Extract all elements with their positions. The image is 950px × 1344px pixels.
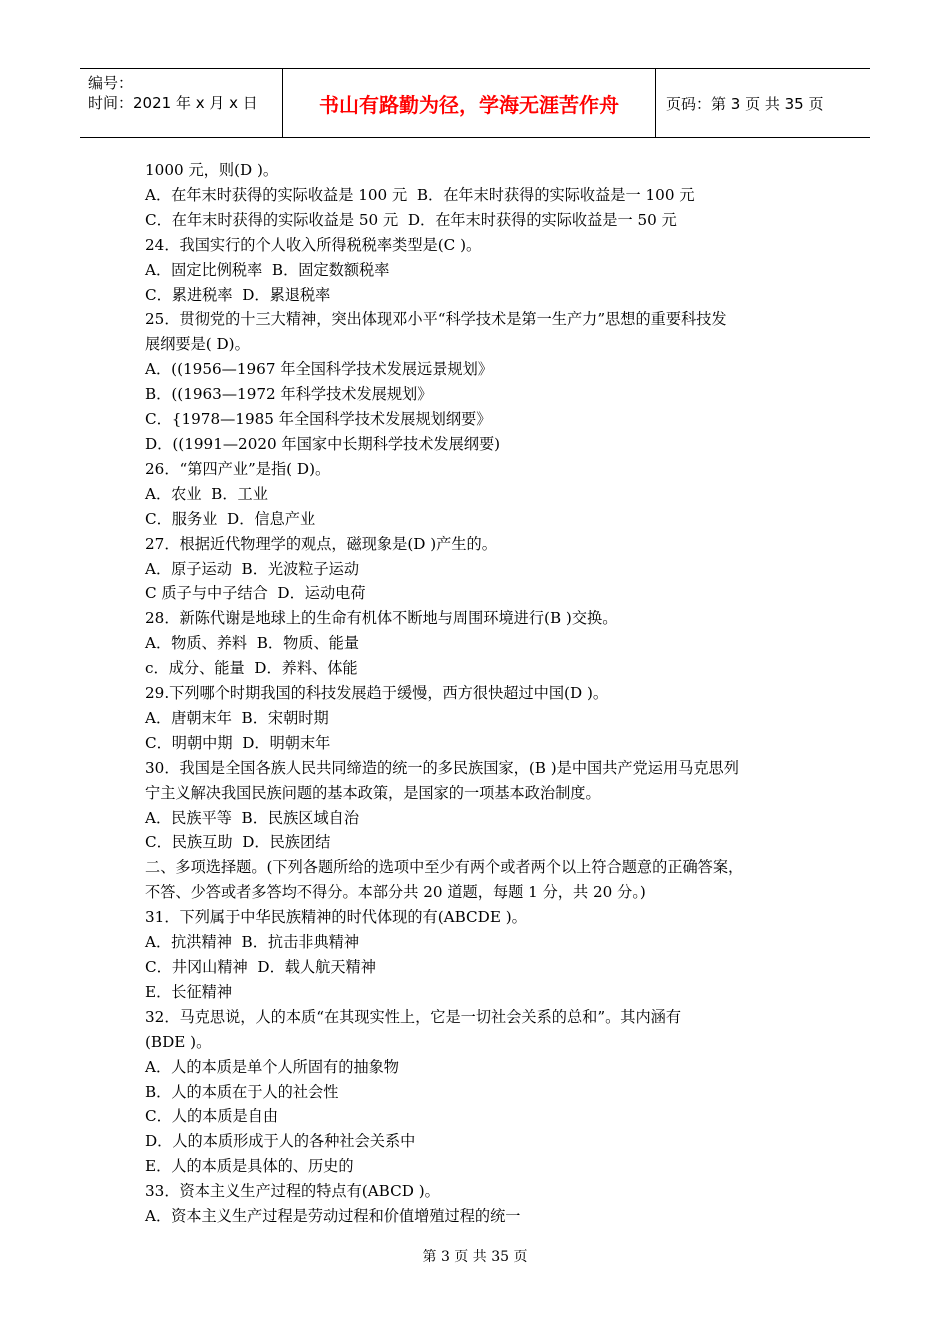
header-meta <box>80 69 282 137</box>
header-motto-cell <box>282 69 656 137</box>
text-line: A．在年末时获得的实际收益是 100 元 B．在年末时获得的实际收益是一 100 元 <box>145 185 695 204</box>
text-line: A．人的本质是单个人所固有的抽象物 <box>145 1057 399 1076</box>
text-line: 1000 元，则(D )。 <box>145 161 279 179</box>
page-header <box>80 68 870 138</box>
header-motto: 书山有路勤为径，学海无涯苦作舟 <box>319 92 619 117</box>
text-line: c．成分、能量 D．养料、体能 <box>145 659 358 678</box>
text-line: A．资本主义生产过程是劳动过程和价值增殖过程的统一 <box>145 1207 521 1226</box>
text-line: C．民族互助 D．民族团结 <box>145 833 331 852</box>
text-line: A．农业 B．工业 <box>145 484 268 503</box>
text-line: C．明朝中期 D．明朝末年 <box>145 733 331 752</box>
text-line: A．原子运动 B．光波粒子运动 <box>145 559 360 578</box>
text-line: 不答、少答或者多答均不得分。本部分共 20 道题，每题 1 分，共 20 分。) <box>145 883 646 902</box>
text-line: 28．新陈代谢是地球上的生命有机体不断地与周围环境进行(B )交换。 <box>145 609 618 628</box>
text-line: 24．我国实行的个人收入所得税税率类型是(C )。 <box>145 235 482 254</box>
text-line: C．累进税率 D．累退税率 <box>145 285 331 304</box>
text-line: 26．“第四产业”是指( D)。 <box>145 459 331 478</box>
text-line: C．井冈山精神 D．载人航天精神 <box>145 958 376 976</box>
text-line: C．人的本质是自由 <box>145 1107 279 1126</box>
text-line: C 质子与中子结合 D．运动电荷 <box>145 584 366 603</box>
text-line: 29.下列哪个时期我国的科技发展趋于缓慢，西方很快超过中国(D )。 <box>145 684 609 703</box>
text-line: 33．资本主义生产过程的特点有(ABCD )。 <box>145 1182 440 1201</box>
text-line: A．固定比例税率 B．固定数额税率 <box>145 260 390 279</box>
text-line: A．((1956—1967 年全国科学技术发展远景规划》 <box>145 360 493 379</box>
text-line: 展纲要是( D)。 <box>145 335 250 354</box>
text-line: D．((1991—2020 年国家中长期科学技术发展纲要) <box>145 434 501 453</box>
text-line: (BDE )。 <box>145 1032 212 1051</box>
header-page-cell <box>656 69 870 137</box>
text-line: C．服务业 D．信息产业 <box>145 509 316 528</box>
text-line: B．人的本质在于人的社会性 <box>145 1082 339 1101</box>
document-date-label: 时间：2021 年 x 月 x 日 <box>88 94 258 112</box>
text-line: D．人的本质形成于人的各种社会关系中 <box>145 1132 416 1151</box>
text-line: 宁主义解决我国民族问题的基本政策，是国家的一项基本政治制度。 <box>145 783 601 802</box>
text-line: B．((1963—1972 年科学技术发展规划》 <box>145 385 433 404</box>
text-line: 30．我国是全国各族人民共同缔造的统一的多民族国家，(B )是中国共产党运用马克思列 <box>145 758 739 777</box>
text-line: E．人的本质是具体的、历史的 <box>145 1157 354 1176</box>
text-line: 32．马克思说，人的本质“在其现实性上，它是一切社会关系的总和”。其内涵有 <box>145 1007 682 1026</box>
text-line: A．抗洪精神 B．抗击非典精神 <box>145 933 360 952</box>
text-line: C．在年末时获得的实际收益是 50 元 D．在年末时获得的实际收益是一 50 元 <box>145 210 677 229</box>
page-footer: 第 3 页 共 35 页 <box>422 1249 528 1265</box>
text-line: A．物质、养料 B．物质、能量 <box>145 634 360 653</box>
text-line: 25．贯彻党的十三大精神，突出体现邓小平“科学技术是第一生产力”思想的重要科技发 <box>145 310 727 329</box>
document-number-label: 编号： <box>88 74 134 92</box>
header-page-number: 页码：第 3 页 共 35 页 <box>666 94 824 113</box>
text-line: E．长征精神 <box>145 982 233 1001</box>
text-line: C．{1978—1985 年全国科学技术发展规划纲要》 <box>145 410 492 429</box>
text-line: A．民族平等 B．民族区域自治 <box>145 808 360 827</box>
document-body <box>145 158 810 1229</box>
text-line: 31．下列属于中华民族精神的时代体现的有(ABCDE )。 <box>145 908 527 927</box>
text-line: A．唐朝末年 B．宋朝时期 <box>145 708 329 727</box>
text-line: 二、多项选择题。(下列各题所给的选项中至少有两个或者两个以上符合题意的正确答案， <box>145 858 744 877</box>
text-line: 27．根据近代物理学的观点，磁现象是(D )产生的。 <box>145 534 497 553</box>
